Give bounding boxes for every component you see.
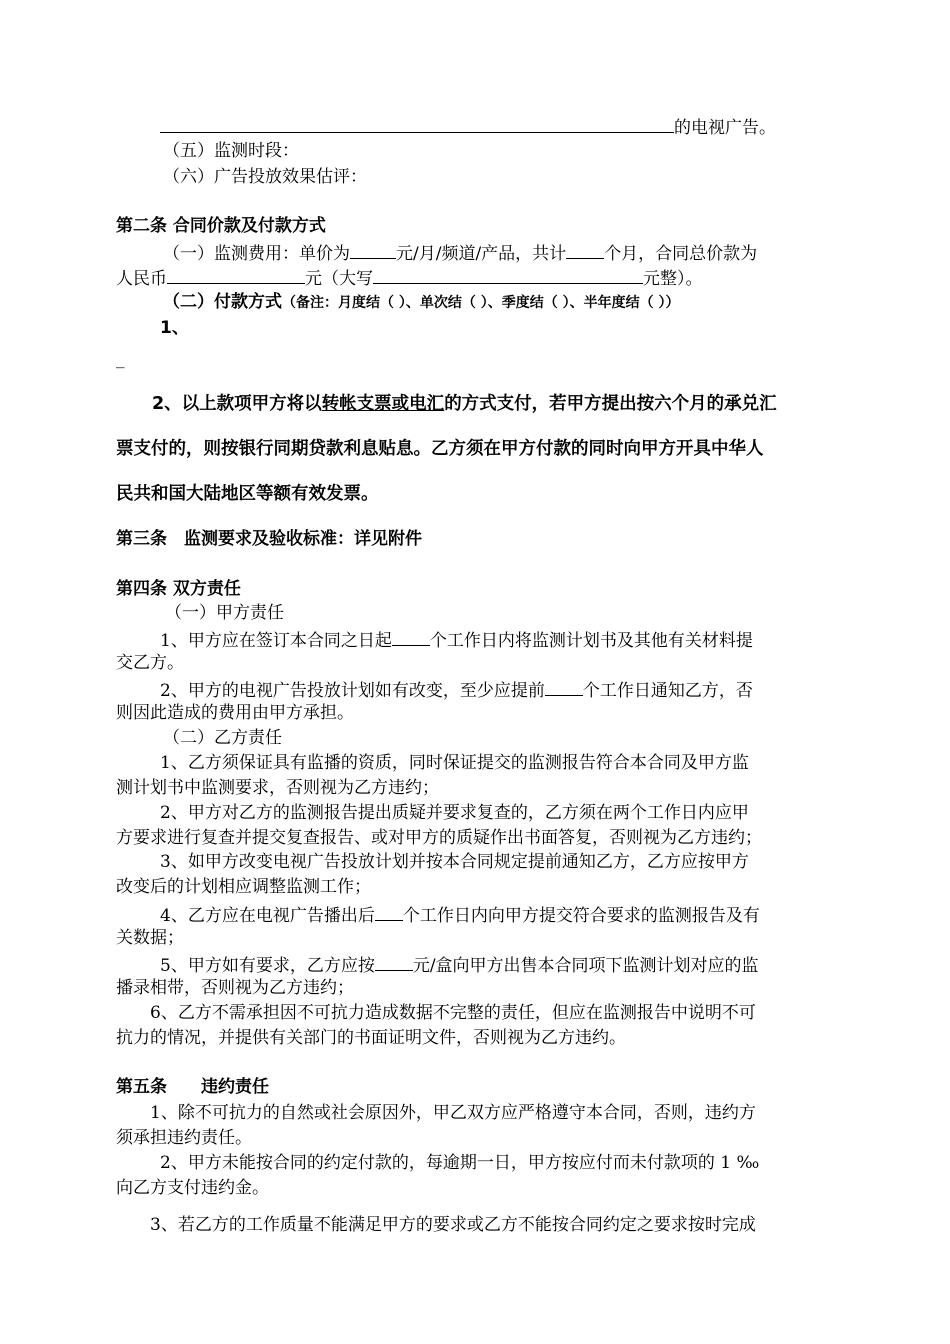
payment-item-1: 1、	[160, 318, 189, 338]
party-b-5-line-1	[160, 952, 759, 977]
party-a-2-line-2: 则因此造成的费用由甲方承担。	[116, 703, 354, 723]
payment-dash: _	[116, 349, 125, 369]
days-blank	[392, 627, 430, 646]
party-a-1-line-2: 交乙方。	[116, 653, 184, 673]
amount-words-blank	[373, 265, 643, 284]
payment-method-line	[163, 291, 680, 314]
unit-price-blank	[350, 240, 396, 259]
blank-underline	[160, 114, 674, 133]
item-five: （五）监测时段：	[163, 141, 299, 161]
party-b-title: （二）乙方责任	[163, 728, 282, 748]
party-b-3-line-2: 改变后的计划相应调整监测工作；	[116, 877, 371, 897]
price-blank	[375, 952, 413, 971]
text: 4、乙方应在电视广告播出后	[160, 906, 375, 926]
text: 个月，合同总价款为	[604, 244, 758, 264]
text: 2、以上款项甲方将以	[152, 394, 322, 414]
party-b-1-line-2: 测计划书中监测要求，否则视为乙方违约；	[116, 778, 439, 798]
party-b-4-line-2: 关数据；	[116, 928, 184, 948]
text: 人民币	[116, 269, 167, 289]
breach-3-line-1: 3、若乙方的工作质量不能满足甲方的要求或乙方不能按合同约定之要求按时完成	[150, 1215, 756, 1235]
party-a-1-line-1	[160, 627, 753, 652]
payment-item-2-line-2: 票支付的，则按银行同期贷款利息贴息。乙方须在甲方付款的同时向甲方开具中华人	[116, 439, 764, 459]
text: 1、甲方应在签订本合同之日起	[160, 631, 392, 651]
article-5-heading: 第五条 违约责任	[116, 1077, 269, 1097]
tv-ad-line	[160, 114, 776, 139]
amount-blank	[167, 265, 305, 284]
article-2-heading: 第二条 合同价款及付款方式	[116, 216, 326, 236]
party-b-5-line-2: 播录相带，否则视为乙方违约；	[116, 978, 354, 998]
text: 元/盒向甲方出售本合同项下监测计划对应的监	[412, 956, 759, 976]
breach-1-line-1: 1、除不可抗力的自然或社会原因外，甲乙双方应严格遵守本合同，否则，违约方	[150, 1103, 756, 1123]
party-b-3-line-1: 3、如甲方改变电视广告投放计划并按本合同规定提前通知乙方，乙方应按甲方	[160, 852, 749, 872]
text: （一）监测费用：单价为	[163, 244, 350, 264]
article-4-heading: 第四条 双方责任	[116, 579, 241, 599]
item-six: （六）广告投放效果估评：	[163, 167, 367, 187]
breach-1-line-2: 须承担违约责任。	[116, 1128, 252, 1148]
text: 的方式支付，若甲方提出按六个月的承兑汇	[444, 394, 777, 414]
text: 个工作日通知乙方，否	[582, 681, 753, 701]
payment-method-title: （二）付款方式	[163, 292, 282, 312]
breach-2-line-2: 向乙方支付违约金。	[116, 1178, 269, 1198]
text: 元/月/频道/产品，共计	[396, 244, 567, 264]
text: 2、甲方的电视广告投放计划如有改变，至少应提前	[160, 681, 545, 701]
party-b-6-line-1: 6、乙方不需承担因不可抗力造成数据不完整的责任，但应在监测报告中说明不可	[150, 1003, 756, 1023]
party-b-4-line-1	[160, 902, 760, 927]
party-b-1-line-1: 1、乙方须保证具有监播的资质，同时保证提交的监测报告符合本合同及甲方监	[160, 753, 749, 773]
fee-line-2	[116, 265, 703, 290]
text: 个工作日内向甲方提交符合要求的监测报告及有	[402, 906, 760, 926]
text: 元整）。	[643, 269, 703, 289]
party-a-title: （一）甲方责任	[165, 603, 284, 623]
party-b-2-line-1: 2、甲方对乙方的监测报告提出质疑并要求复查的，乙方须在两个工作日内应甲	[160, 803, 749, 823]
fee-line-1	[163, 240, 757, 265]
payment-method-underlined: 转帐支票或电汇	[321, 394, 445, 414]
party-b-6-line-2: 抗力的情况，并提供有关部门的书面证明文件，否则视为乙方违约。	[116, 1028, 626, 1048]
days-blank	[545, 677, 583, 696]
days-blank	[375, 902, 403, 921]
text: 的电视广告。	[674, 118, 776, 138]
months-blank	[566, 240, 604, 259]
text: 个工作日内将监测计划书及其他有关材料提	[429, 631, 753, 651]
payment-item-2-line-1	[152, 393, 777, 415]
payment-method-note: （备注：月度结（ ）、单次结（ ）、季度结（ ）、半年度结（ ））	[282, 295, 680, 311]
text: 5、甲方如有要求，乙方应按	[160, 956, 375, 976]
party-a-2-line-1	[160, 677, 753, 702]
party-b-2-line-2: 方要求进行复查并提交复查报告、或对甲方的质疑作出书面答复，否则视为乙方违约；	[116, 828, 762, 848]
text: 元（大写	[305, 269, 373, 289]
article-3-heading: 第三条 监测要求及验收标准：详见附件	[116, 529, 422, 549]
payment-item-2-line-3: 民共和国大陆地区等额有效发票。	[116, 484, 379, 504]
breach-2-line-1: 2、甲方未能按合同的约定付款的，每逾期一日，甲方按应付而未付款项的 1 ‰	[160, 1153, 760, 1173]
